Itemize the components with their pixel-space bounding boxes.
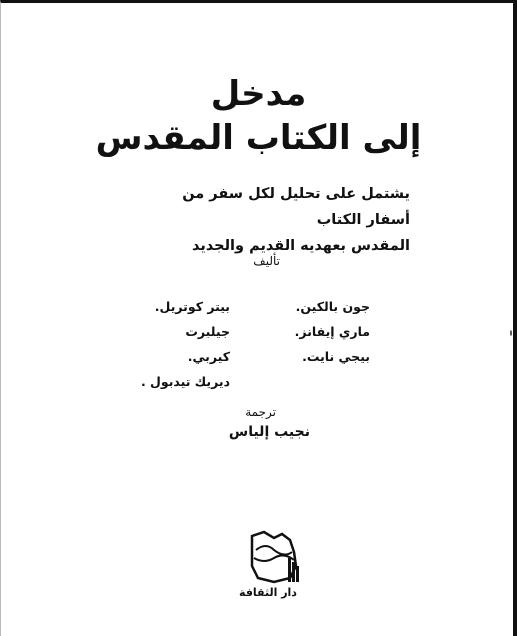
author-name: جون بالكين. <box>295 299 370 314</box>
book-title-line-1: مدخل <box>210 74 307 114</box>
book-subtitle <box>150 181 410 259</box>
book-title-line-2: إلى الكتاب المقدس <box>95 118 422 158</box>
publisher-name: دار الثقافة <box>239 586 297 599</box>
author-name: بيتر كوتريل. <box>154 299 230 314</box>
authors-right-column <box>270 294 370 369</box>
authors-left-column <box>140 294 230 394</box>
author-name: بيجي نايت. <box>302 349 370 364</box>
translation-label: ترجمة <box>245 405 276 419</box>
author-name: جيلبرت كيربي. <box>185 324 230 364</box>
subtitle-line-2: المقدس بعهديه القديم والجديد <box>191 238 410 254</box>
translator-name: نجيب إلياس <box>228 424 310 440</box>
author-name: ماري إيفانز. <box>294 324 370 339</box>
authorship-label: تأليف <box>253 254 280 268</box>
author-name: ديريك تيدبول . <box>140 374 230 389</box>
subtitle-line-1: يشتمل على تحليل لكل سفر من أسفار الكتاب <box>182 186 410 228</box>
scan-speck <box>510 330 512 336</box>
